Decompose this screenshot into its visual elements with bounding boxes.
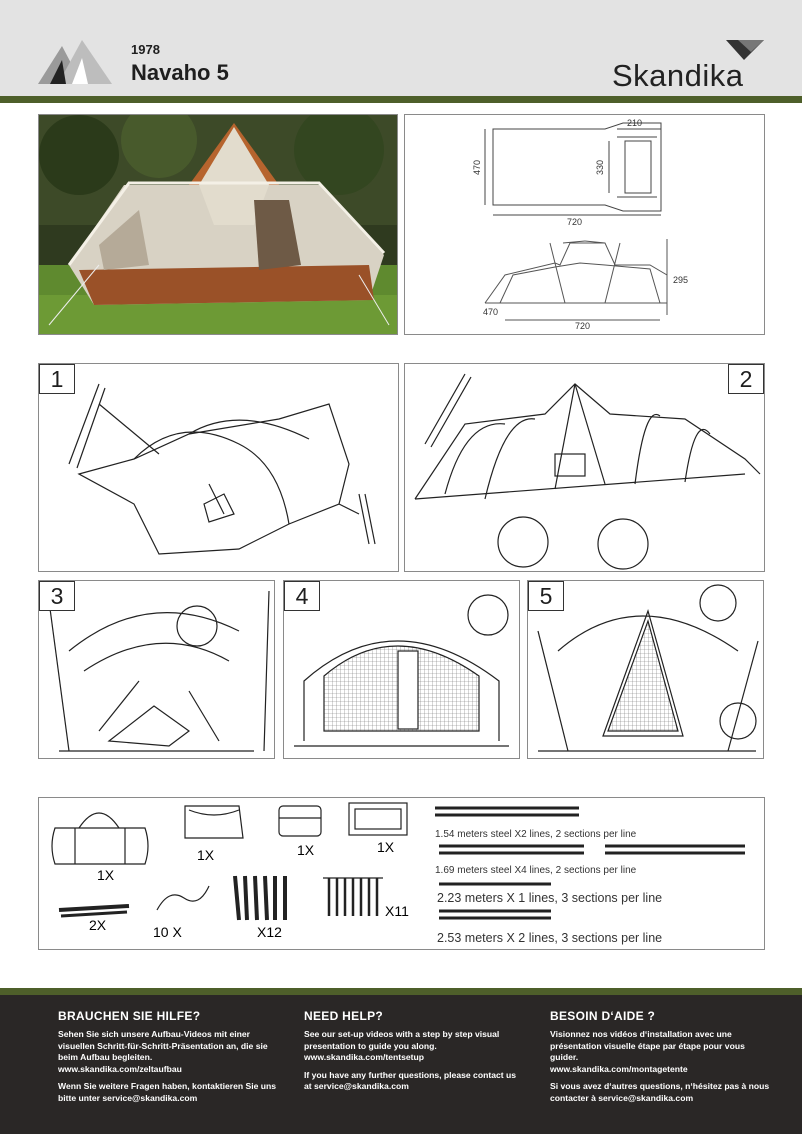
heavy-pegs-qty: X12 bbox=[257, 924, 282, 940]
step-number: 5 bbox=[528, 581, 564, 611]
help-title-de: BRAUCHEN SIE HILFE? bbox=[58, 1009, 201, 1023]
pole-spec-4: 2.53 meters X 2 lines, 3 sections per line bbox=[437, 931, 663, 945]
help-contact-fr: Si vous avez d‘autres questions, n‘hésitez pas à nous contacter à service@skandika.com bbox=[550, 1081, 770, 1103]
model-code: 1978 bbox=[131, 42, 160, 57]
header-accent-bar bbox=[0, 96, 802, 103]
step-5-panel bbox=[527, 580, 764, 759]
dim-470-front: 470 bbox=[483, 307, 499, 317]
dim-720: 720 bbox=[567, 217, 583, 227]
step-number: 3 bbox=[39, 581, 75, 611]
pegs-qty: X11 bbox=[385, 903, 409, 919]
instructions-qty: 1X bbox=[377, 839, 395, 855]
setup-video-link-en[interactable]: www.skandika.com/tentsetup bbox=[304, 1052, 425, 1062]
package-contents-panel bbox=[38, 797, 765, 950]
step-1-panel bbox=[38, 363, 399, 572]
step-3-panel bbox=[38, 580, 275, 759]
setup-video-link-fr[interactable]: www.skandika.com/montagetente bbox=[550, 1063, 688, 1074]
step-number: 2 bbox=[728, 364, 764, 394]
step-number: 4 bbox=[284, 581, 320, 611]
bag-qty: 1X bbox=[97, 867, 115, 883]
help-column-de bbox=[58, 1009, 278, 1110]
footer-accent-bar bbox=[0, 988, 802, 995]
dim-210: 210 bbox=[627, 118, 643, 128]
help-text-en bbox=[304, 1029, 524, 1064]
pole-spec-3: 2.23 meters X 1 lines, 3 sections per line bbox=[437, 891, 663, 905]
help-text-fr bbox=[550, 1029, 770, 1075]
page-header bbox=[0, 0, 802, 96]
help-column-en bbox=[304, 1009, 524, 1099]
step-2-illustration bbox=[405, 364, 765, 572]
dim-720-front: 720 bbox=[575, 321, 591, 331]
dim-470-side: 470 bbox=[472, 159, 482, 175]
dim-330: 330 bbox=[595, 159, 605, 175]
step-number: 1 bbox=[39, 364, 75, 394]
brand-logo: Skandika bbox=[612, 58, 744, 93]
tent-photo bbox=[38, 114, 398, 335]
guyline-qty: 10 X bbox=[153, 924, 182, 940]
step-1-illustration bbox=[39, 364, 399, 572]
help-column-fr bbox=[550, 1009, 770, 1110]
model-name: Navaho 5 bbox=[131, 60, 229, 85]
mountain-logo-icon bbox=[36, 38, 114, 88]
dimensions-diagram bbox=[404, 114, 765, 335]
step-2-panel bbox=[404, 363, 765, 572]
help-title-fr: BESOIN D‘AIDE ? bbox=[550, 1009, 656, 1023]
help-intro-en: See our set-up videos with a step by step visual presentation to guide you along. bbox=[304, 1029, 500, 1051]
help-footer bbox=[0, 995, 802, 1134]
small-bag-qty: 1X bbox=[297, 842, 315, 858]
help-intro-fr: Visionnez nos vidéos d‘installation avec une présentation visuelle étape par étape pour vous guider. bbox=[550, 1029, 745, 1062]
tent-qty: 1X bbox=[197, 847, 215, 863]
step-4-panel bbox=[283, 580, 520, 759]
contents-illustration bbox=[39, 798, 765, 950]
help-title-en: NEED HELP? bbox=[304, 1009, 384, 1023]
pole-spec-1: 1.54 meters steel X2 lines, 2 sections per line bbox=[435, 829, 637, 840]
help-contact-en: If you have any further questions, please contact us at service@skandika.com bbox=[304, 1069, 517, 1091]
help-contact-de: Wenn Sie weitere Fragen haben, kontaktieren Sie uns bitte unter service@skandika.com bbox=[58, 1081, 277, 1103]
help-intro-de: Sehen Sie sich unsere Aufbau-Videos mit einer visuellen Schritt-für-Schritt-Präsentation an, die sie beim Aufbau begleiten. bbox=[58, 1029, 268, 1062]
setup-video-link-de[interactable]: www.skandika.com/zeltaufbau bbox=[58, 1063, 182, 1074]
floor-plan-diagram bbox=[405, 115, 765, 335]
dim-295: 295 bbox=[673, 275, 689, 285]
help-text-de bbox=[58, 1029, 278, 1075]
tent-photo-image bbox=[39, 115, 398, 335]
pole-spec-2: 1.69 meters steel X4 lines, 2 sections per line bbox=[435, 865, 637, 876]
rope-qty: 2X bbox=[89, 917, 107, 933]
